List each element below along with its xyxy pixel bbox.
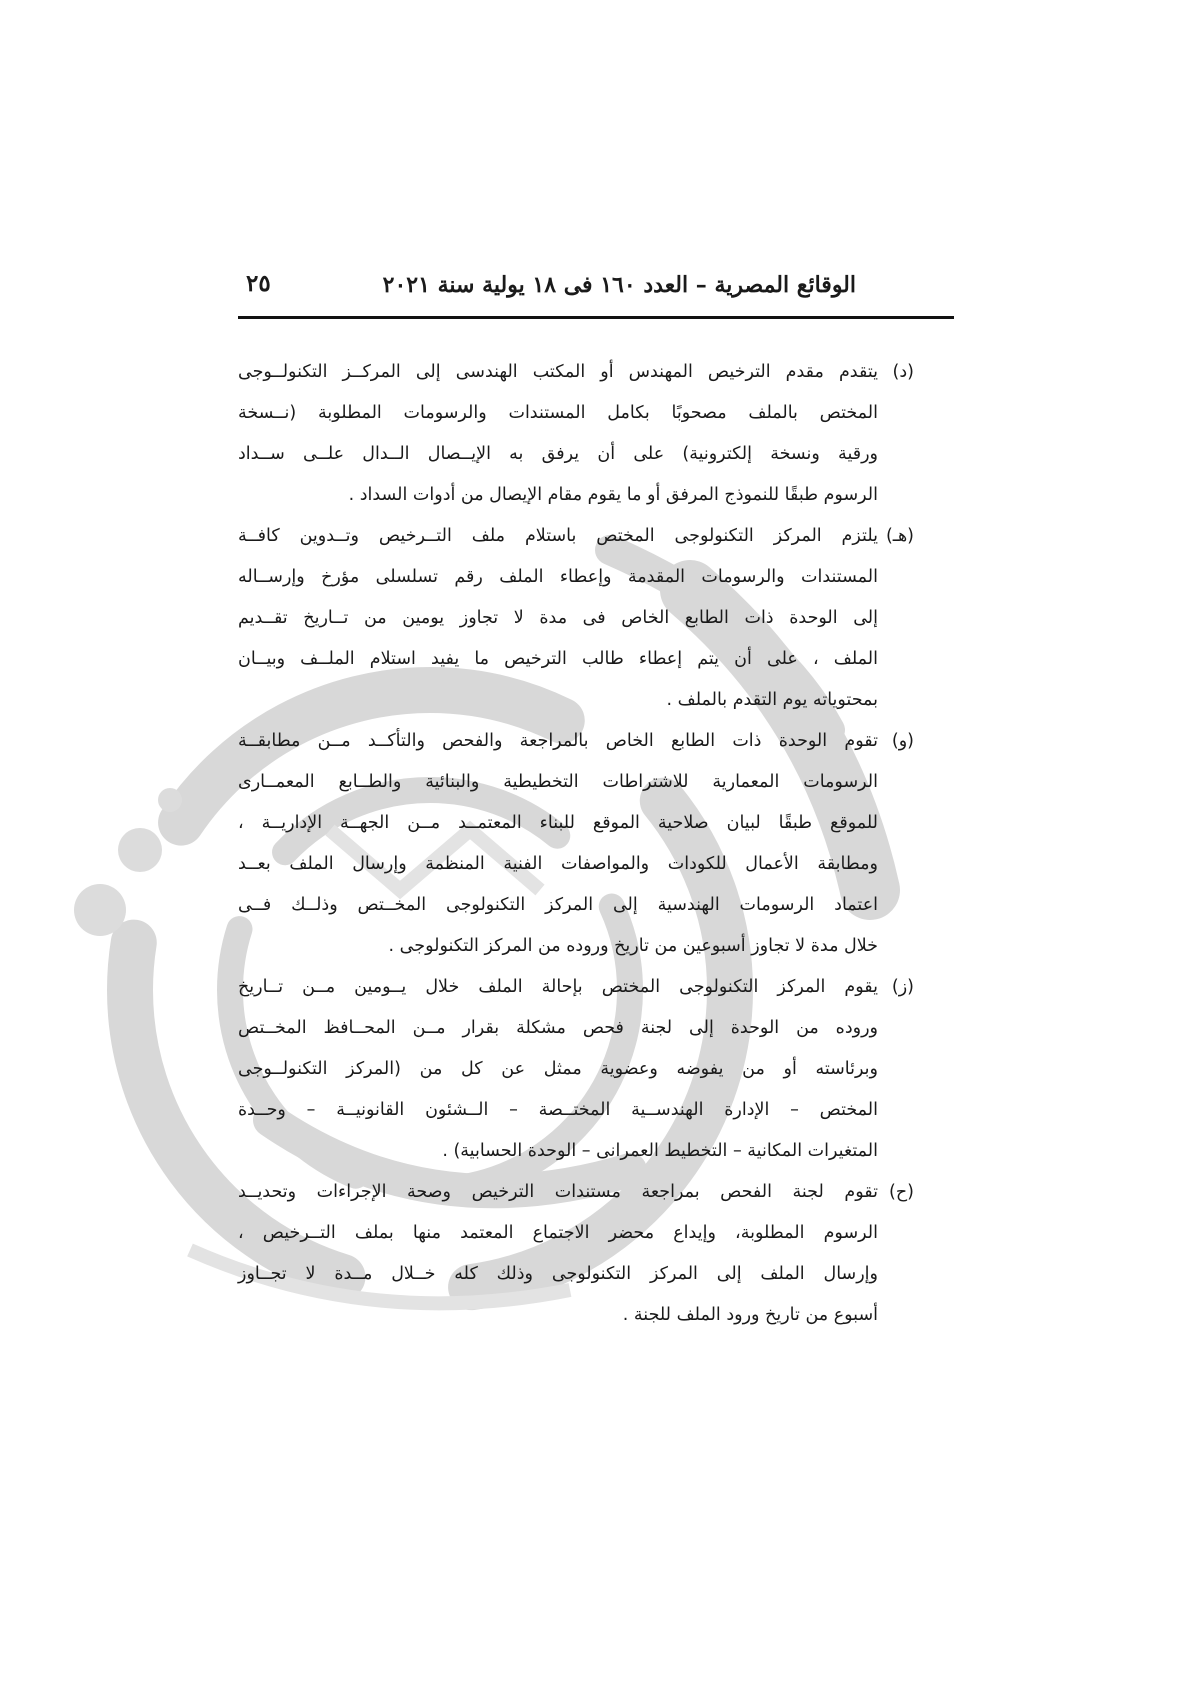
clause-line: ورقية ونسخة إلكترونية) على أن يرفق به الإيــصال الــدال علــى ســداد [238, 444, 878, 464]
clause-line: الرسوم المطلوبة، وإيداع محضر الاجتماع المعتمد منها بملف التــرخيص ، [238, 1223, 878, 1243]
gazette-issue-title: الوقائع المصرية – العدد ١٦٠ فى ١٨ يولية سنة ٢٠٢١ [382, 272, 856, 298]
clause-line: بمحتوياته يوم التقدم بالملف . [666, 690, 878, 710]
clause-line: اعتماد الرسومات الهندسية إلى المركز التكنولوجى المخــتص وذلــك فــى [238, 895, 878, 915]
clause-letter: (ح) [889, 1182, 914, 1202]
clause-line: (ز)يقوم المركز التكنولوجى المختص بإحالة الملف خلال يــومين مــن تــاريخ [238, 967, 914, 1008]
clause-line: (ح)تقوم لجنة الفحص بمراجعة مستندات الترخيص وصحة الإجراءات وتحديــد [238, 1172, 914, 1213]
clause-line: المختص بالملف مصحوبًا بكامل المستندات والرسومات المطلوبة (نــسخة [238, 403, 878, 423]
clause-line: إلى الوحدة ذات الطابع الخاص فى مدة لا تجاوز يومين من تــاريخ تقــديم [238, 608, 878, 628]
clause-line: (هـ)يلتزم المركز التكنولوجى المختص باستلام ملف التــرخيص وتــدوين كافــة [238, 516, 914, 557]
document-body [238, 352, 914, 1336]
clause-line: وإرسال الملف إلى المركز التكنولوجى وذلك كله خــلال مــدة لا تجــاوز [238, 1264, 878, 1284]
clause-line: المختص – الإدارة الهندســية المختــصة – الــشئون القانونيــة – وحــدة [238, 1100, 878, 1120]
page-number: ٢٥ [246, 270, 271, 297]
clause-line: الرسوم طبقًا للنموذج المرفق أو ما يقوم مقام الإيصال من أدوات السداد . [348, 485, 878, 505]
clause-line: وبرئاسته أو من يفوضه وعضوية ممثل عن كل من (المركز التكنولــوجى [238, 1059, 878, 1079]
page-header [238, 268, 954, 319]
clause-line: خلال مدة لا تجاوز أسبوعين من تاريخ وروده من المركز التكنولوجى . [388, 936, 878, 956]
clause-line: ومطابقة الأعمال للكودات والمواصفات الفنية المنظمة وإرسال الملف بعــد [238, 854, 878, 874]
clause-letter: (و) [891, 731, 914, 751]
clause-line: (د)يتقدم مقدم الترخيص المهندس أو المكتب الهندسى إلى المركــز التكنولــوجى [238, 352, 914, 393]
clause-line: للموقع طبقًا لبيان صلاحية الموقع للبناء المعتمــد مــن الجهــة الإداريــة ، [238, 813, 878, 833]
clause-d [238, 352, 914, 516]
clause-line: أسبوع من تاريخ ورود الملف للجنة . [622, 1305, 878, 1325]
clause-line: (و)تقوم الوحدة ذات الطابع الخاص بالمراجعة والفحص والتأكــد مــن مطابقــة [238, 721, 914, 762]
clause-line: المستندات والرسومات المقدمة وإعطاء الملف رقم تسلسلى مؤرخ وإرســاله [238, 567, 878, 587]
clause-w [238, 721, 914, 967]
clause-line: الرسومات المعمارية للاشتراطات التخطيطية والبنائية والطــابع المعمــارى [238, 772, 878, 792]
clause-line: وروده من الوحدة إلى لجنة فحص مشكلة بقرار مــن المحــافظ المخــتص [238, 1018, 878, 1038]
clause-h [238, 516, 914, 721]
clause-letter: (د) [892, 362, 914, 382]
clause-letter: (هـ) [885, 526, 914, 546]
clause-ha [238, 1172, 914, 1336]
clause-letter: (ز) [891, 977, 914, 997]
clause-line: الملف ، على أن يتم إعطاء طالب الترخيص ما يفيد استلام الملــف وبيــان [238, 649, 878, 669]
clause-z [238, 967, 914, 1172]
clause-line: المتغيرات المكانية – التخطيط العمرانى – الوحدة الحسابية) . [442, 1141, 878, 1161]
